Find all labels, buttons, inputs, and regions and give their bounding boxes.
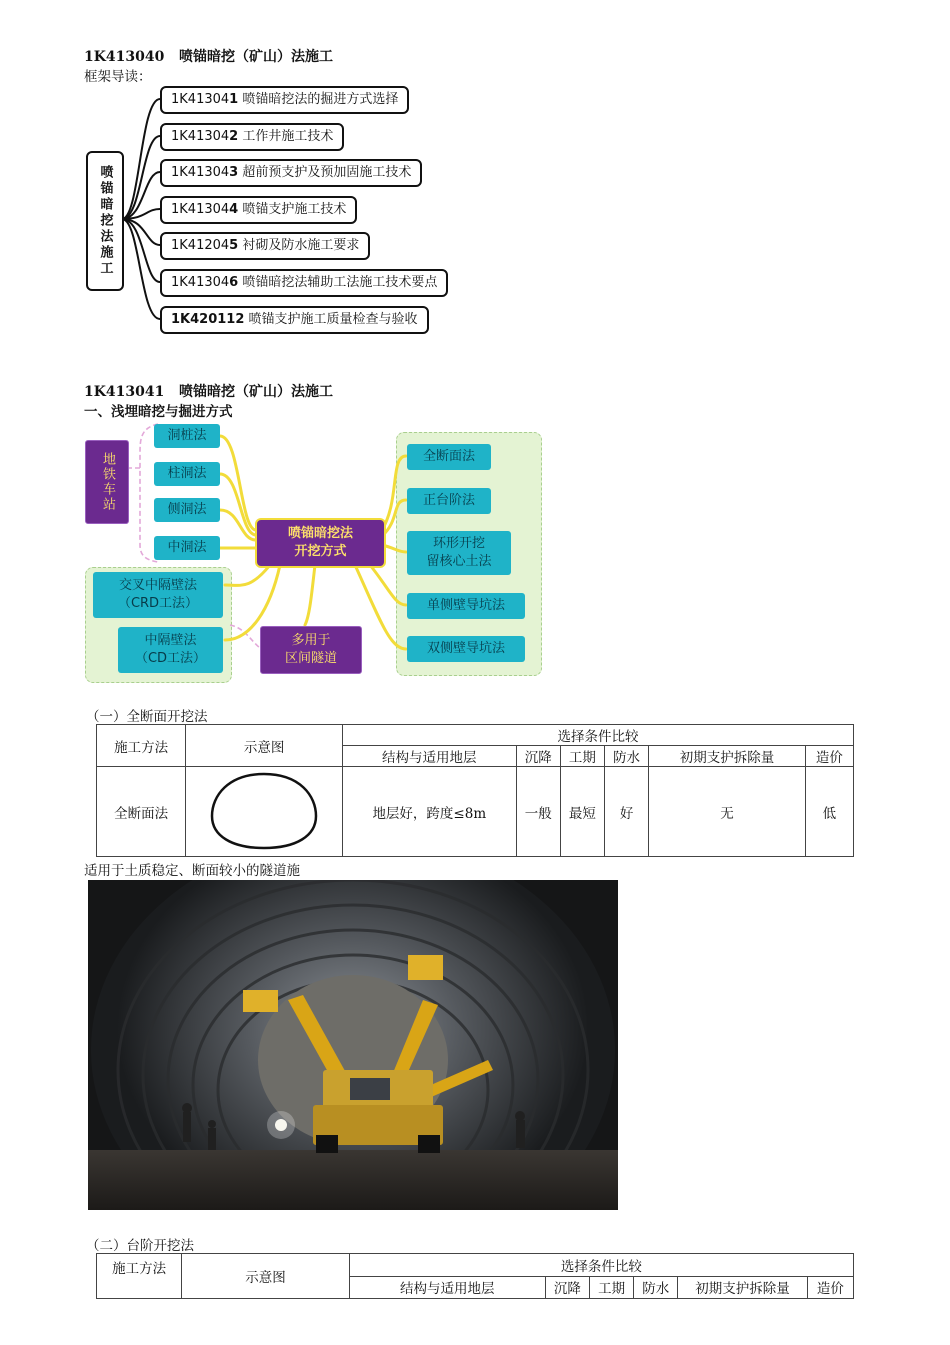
col-header: 造价 bbox=[805, 746, 853, 767]
col-header: 防水 bbox=[634, 1276, 678, 1299]
item-num: 1 bbox=[229, 92, 239, 107]
excavation-method: 正台阶法 bbox=[407, 488, 491, 514]
table1 bbox=[96, 724, 854, 857]
cell: 好 bbox=[604, 767, 648, 857]
metro-method: 洞桩法 bbox=[154, 424, 220, 448]
item-code: 1K41304 bbox=[171, 275, 230, 290]
col-header: 结构与适用地层 bbox=[349, 1276, 545, 1299]
item-num: 5 bbox=[229, 238, 239, 253]
framework-root: 喷锚暗挖法施工 bbox=[86, 151, 124, 291]
tunnel-usage-label: 多用于 区间隧道 bbox=[260, 626, 362, 674]
metro-method: 柱洞法 bbox=[154, 462, 220, 486]
item-code: 1K41304 bbox=[171, 165, 230, 180]
subheading: 一、浅埋暗挖与掘进方式 bbox=[84, 404, 233, 420]
note: 适用于土质稳定、断面较小的隧道施 bbox=[84, 863, 300, 879]
excavation-method: 全断面法 bbox=[407, 444, 491, 470]
col-header: 沉降 bbox=[545, 1276, 589, 1299]
table2 bbox=[96, 1253, 854, 1299]
excavation-method: 环形开挖 留核心土法 bbox=[407, 531, 511, 575]
header-diagram: 示意图 bbox=[186, 725, 343, 767]
header-diagram: 示意图 bbox=[182, 1254, 349, 1299]
item-num: 2 bbox=[229, 129, 239, 144]
col-header: 初期支护拆除量 bbox=[678, 1276, 807, 1299]
item-code: 1K41304 bbox=[171, 202, 230, 217]
excavation-method: 单侧壁导坑法 bbox=[407, 593, 525, 619]
tunnel-construction-photo bbox=[88, 880, 618, 1210]
header-method: 施工方法 bbox=[97, 1254, 182, 1299]
col-header: 防水 bbox=[604, 746, 648, 767]
excavation-method: 双侧壁导坑法 bbox=[407, 636, 525, 662]
item-text: 衬砌及防水施工要求 bbox=[242, 238, 360, 253]
cell: 无 bbox=[649, 767, 806, 857]
cell: 一般 bbox=[516, 767, 560, 857]
item-code: 1K41304 bbox=[171, 92, 230, 107]
item-text: 超前预支护及预加固施工技术 bbox=[242, 165, 412, 180]
metro-station-label: 地铁车站 bbox=[85, 440, 129, 524]
item-num: 3 bbox=[229, 165, 239, 180]
row-method: 全断面法 bbox=[97, 767, 186, 857]
section-code: 1K413041 bbox=[84, 384, 165, 400]
full-section-diagram bbox=[186, 767, 343, 857]
col-header: 造价 bbox=[807, 1276, 853, 1299]
metro-method: 中洞法 bbox=[154, 536, 220, 560]
cell: 低 bbox=[805, 767, 853, 857]
item-code: 1K420112 bbox=[171, 312, 245, 327]
table2-caption: （二）台阶开挖法 bbox=[86, 1238, 194, 1254]
col-header: 工期 bbox=[590, 1276, 634, 1299]
header-compare: 选择条件比较 bbox=[349, 1254, 853, 1277]
col-header: 工期 bbox=[560, 746, 604, 767]
item-text: 喷锚支护施工技术 bbox=[242, 202, 347, 217]
table1-caption: （一）全断面开挖法 bbox=[86, 709, 208, 725]
col-header: 沉降 bbox=[516, 746, 560, 767]
tunnel-outline-shape bbox=[204, 768, 324, 852]
tunnel-photo-illustration bbox=[88, 880, 618, 1210]
item-code: 1K41204 bbox=[171, 238, 230, 253]
mindmap-center: 喷锚暗挖法 开挖方式 bbox=[255, 518, 386, 568]
framework-subtitle: 框架导读： bbox=[84, 69, 152, 85]
item-text: 喷锚支护施工质量检查与验收 bbox=[248, 312, 418, 327]
cell: 地层好，跨度≤8m bbox=[342, 767, 516, 857]
header-method: 施工方法 bbox=[97, 725, 186, 767]
col-header: 初期支护拆除量 bbox=[649, 746, 806, 767]
item-num: 6 bbox=[229, 275, 239, 290]
item-num: 4 bbox=[229, 202, 239, 217]
header-compare: 选择条件比较 bbox=[342, 725, 853, 746]
tunnel-method: 交叉中隔壁法 （CRD工法） bbox=[93, 572, 223, 618]
item-text: 喷锚暗挖法辅助工法施工技术要点 bbox=[242, 275, 438, 290]
item-text: 工作井施工技术 bbox=[242, 129, 334, 144]
col-header: 结构与适用地层 bbox=[342, 746, 516, 767]
metro-method: 侧洞法 bbox=[154, 498, 220, 522]
section-title: 喷锚暗挖（矿山）法施工 bbox=[178, 384, 333, 400]
section-code: 1K413040 bbox=[84, 49, 165, 65]
tunnel-method: 中隔壁法 （CD工法） bbox=[118, 627, 223, 673]
section-title: 喷锚暗挖（矿山）法施工 bbox=[178, 49, 333, 65]
item-code: 1K41304 bbox=[171, 129, 230, 144]
item-text: 喷锚暗挖法的掘进方式选择 bbox=[242, 92, 399, 107]
cell: 最短 bbox=[560, 767, 604, 857]
